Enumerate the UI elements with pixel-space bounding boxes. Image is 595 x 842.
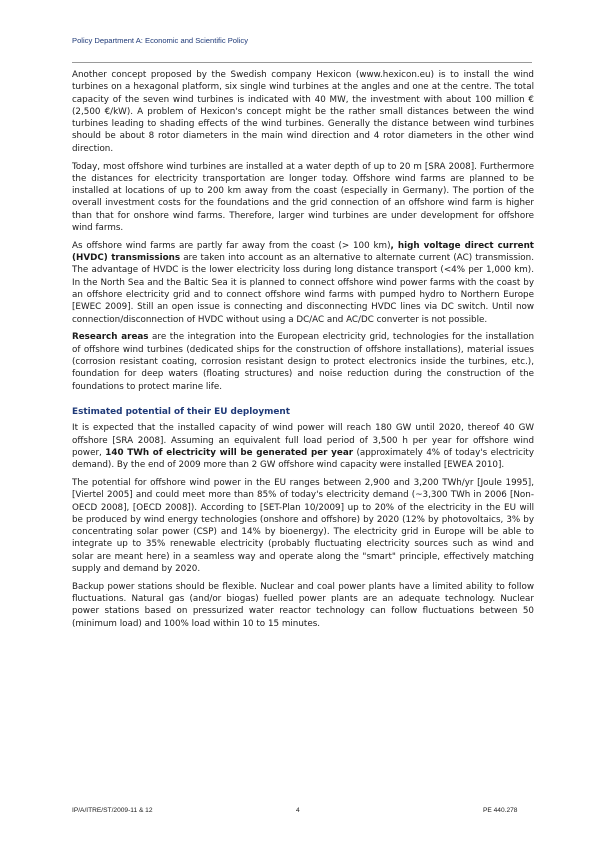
hvdc-emphasis: , high voltage direct current (HVDC) transmissions — [72, 240, 534, 264]
paragraph-capacity — [72, 422, 534, 471]
research-areas-text: are the integration into the European electricity grid, technologies for the installation of offshore wind turbines (dedicated ships for the construction of offshore installations), material issues (corrosion resistant coating, corrosion resistant design to protect electronics inside the turbines, etc.), foundation for deep waters (floating structures) and noise reduction during the construction of the foundations to protect marine life. — [72, 332, 534, 392]
footer-reference: IP/A/ITRE/ST/2009-11 & 12 — [72, 807, 153, 814]
paragraph-research-areas — [72, 331, 534, 392]
paragraph-hexicon: Another concept proposed by the Swedish company Hexicon (www.hexicon.eu) is to install the wind turbines on a hexagonal platform, six single wind turbines at the angles and one at the centre. The total capacity of the seven wind turbines is indicated with 40 MW, the investment with about 100 million € (2,500 €/kW). A problem of Hexicon's concept might be the rather small distances between the wind turbines leading to shading effects of the wind turbines. Generally the distance between wind turbines should be about 8 rotor diameters in the main wind direction and 4 rotor diameters in the other wind direction. — [72, 70, 534, 154]
capacity-text-end: (approximately 4% of today's electricity demand). By the end of 2009 more than 2 GW offshore wind capacity were installed [EWEA 2010]. — [72, 447, 534, 471]
paragraph-backup-power: Backup power stations should be flexible. Nuclear and coal power plants have a limited ability to follow fluctuations. Natural gas (and/or biogas) fuelled power plants are an adequate technology. Nuclear power stations based on pressurized water reactor technology can follow fluctuations between 50 (minimum load) and 100% load within 10 to 15 minutes. — [72, 581, 534, 629]
page-number: 4 — [296, 807, 300, 814]
header-divider — [72, 62, 532, 63]
capacity-emphasis: 140 TWh of electricity will be generated per year — [105, 447, 354, 458]
paragraph-water-depth: Today, most offshore wind turbines are installed at a water depth of up to 20 m [SRA 2008]. Furthermore the distances for electricity transportation are longer today. Offshore wind farms are planned to be installed at locations of up to 200 km away from the coast (especially in Germany). The portion of the overall investment costs for the foundations and the grid connection of an offshore wind farm is higher than that for onshore wind farms. Therefore, larger wind turbines are under development for offshore wind farms. — [72, 161, 534, 234]
page-header: Policy Department A: Economic and Scientific Policy — [72, 36, 248, 45]
footer-pe-number: PE 440.278 — [483, 807, 518, 814]
hvdc-text-end: are taken into account as an alternative to alternate current (AC) transmission. The advantage of HVDC is the lower electricity loss during long distance transport (<4% per 1,000 km). In the North Sea and the Baltic Sea it is planned to connect offshore wind power farms with the coast by an offshore electricity grid and to connect offshore wind farms with pumped hydro to Northern Europe [EWEC 2009]. Still an open issue is connecting and disconnecting HVDC lines via DC switch. Until now connection/disconnection of HVDC without using a DC/AC and AC/DC converter is not possible. — [72, 253, 534, 325]
research-areas-label: Research areas — [72, 332, 149, 343]
section-heading: Estimated potential of their EU deployment — [72, 406, 290, 417]
document-body — [72, 69, 534, 635]
paragraph-potential: The potential for offshore wind power in the EU ranges between 2,900 and 3,200 TWh/yr [Joule 1995], [Viertel 2005] and could meet more than 85% of today's electricity demand (~3,300 TWh in 2006 [Non-OECD 2008], [OECD 2008]). According to [SET-Plan 10/2009] up to 20% of the electricity in the EU will be produced by wind energy technologies (onshore and offshore) by 2020 (12% by photovoltaics, 3% by concentrating solar power (CSP) and 14% by bioenergy). The electricity grid in Europe will be able to integrate up to 35% renewable electricity (probably fluctuating electricity sources such as wind and solar are meant here) in a seamless way and operate along the "smart" principle, effectively matching supply and demand by 2020. — [72, 477, 534, 574]
hvdc-text-start: As offshore wind farms are partly far away from the coast (> 100 km) — [72, 240, 391, 251]
paragraph-hvdc — [72, 240, 534, 326]
capacity-text-start: It is expected that the installed capacity of wind power will reach 180 GW until 2020, thereof 40 GW offshore [SRA 2008]. Assuming an equivalent full load period of 3,500 h per year for offshore wind power, — [72, 423, 534, 458]
